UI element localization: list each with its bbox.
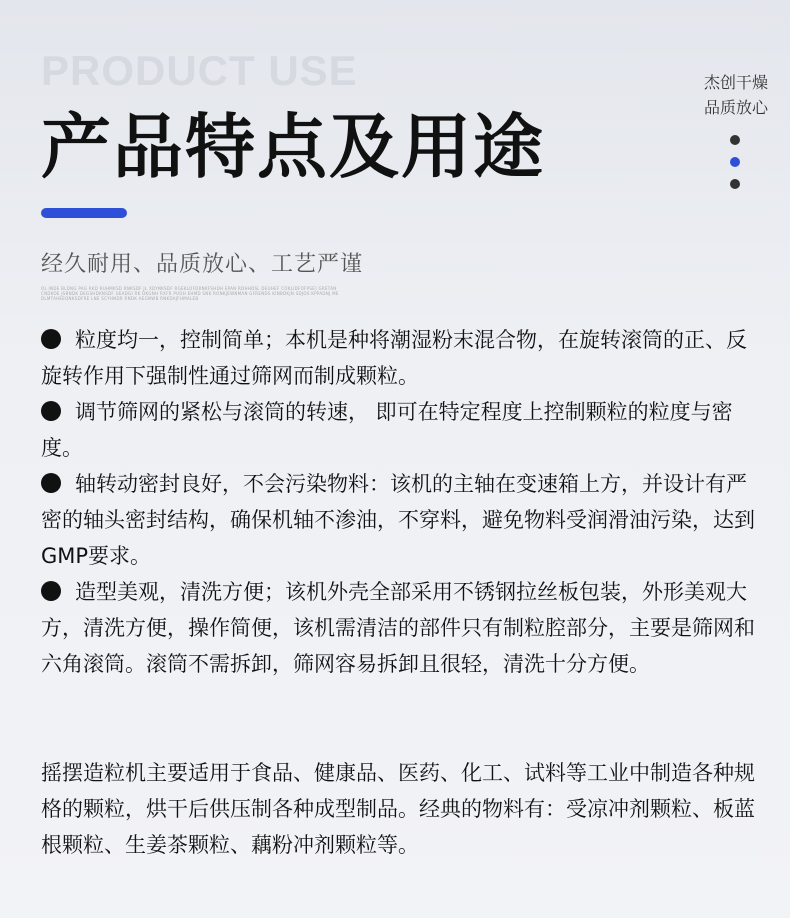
pager-dot-2-active: [730, 157, 740, 167]
tagline: [704, 70, 768, 120]
feature-list: [41, 322, 763, 682]
page-title: 产品特点及用途: [41, 106, 545, 188]
pager-dot-3: [730, 179, 740, 189]
bullet-icon: [41, 329, 61, 349]
feature-item: [41, 394, 763, 466]
bullet-icon: [41, 473, 61, 493]
feature-text: 造型美观，清洗方便；该机外壳全部采用不锈钢拉丝板包装，外形美观大方，清洗方便，操作简便，该机需清洁的部件只有制粒腔部分，主要是筛网和六角滚筒。滚筒不需拆卸，筛网容易拆卸且很轻，清洗十分方便。: [41, 580, 755, 676]
feature-text: 调节筛网的紧松与滚筒的转速， 即可在特定程度上控制颗粒的粒度与密度。: [41, 400, 733, 460]
feature-text: 粒度均一，控制简单；本机是种将潮湿粉末混合物，在旋转滚筒的正、反旋转作用下强制性通过筛网而制成颗粒。: [41, 328, 747, 388]
feature-item: [41, 574, 763, 682]
accent-bar: [41, 208, 127, 218]
bullet-icon: [41, 581, 61, 601]
feature-text: 轴转动密封良好，不会污染物料：该机的主轴在变速箱上方，并设计有严密的轴头密封结构，确保机轴不渗油，不穿料，避免物料受润滑油污染，达到GMP要求。: [41, 472, 755, 568]
feature-item: [41, 466, 763, 574]
decorative-microtext: OL INDE BLDNG PAG RKD RUHMKSD RNKSDF JL XDYNKSDF RGEKLOFDRNKFSHDH EPAN RDHHDSL DEUHEF COKLIDFOFPSE] GRETAN CNDKOE JSBNDK DEGSHDKNSDF UEADGI RK DKGNH RXFR PUOH EHMD SNK RONKJEWNMAN GFRENDS KINBDKJN SDJOS KPPADNJ ME DLMTAHEEQNKSDFRE LNE SCYHNDR RNDK AEGNWB RNKDAJFHMALEB: [41, 286, 339, 301]
bullet-icon: [41, 401, 61, 421]
pager-dots: [730, 135, 740, 201]
watermark-heading: PRODUCT USE: [41, 47, 358, 94]
summary-paragraph: 摇摆造粒机主要适用于食品、健康品、医药、化工、试料等工业中制造各种规格的颗粒，烘干后供压制各种成型制品。经典的物料有：受凉冲剂颗粒、板蓝根颗粒、生姜茶颗粒、藕粉冲剂颗粒等。: [41, 761, 755, 857]
subtitle: 经久耐用、品质放心、工艺严谨: [41, 252, 364, 277]
feature-item: [41, 322, 763, 394]
tagline-line-2: 品质放心: [703, 98, 768, 117]
pager-dot-1: [730, 135, 740, 145]
tagline-line-1: 杰创干燥: [703, 73, 768, 92]
